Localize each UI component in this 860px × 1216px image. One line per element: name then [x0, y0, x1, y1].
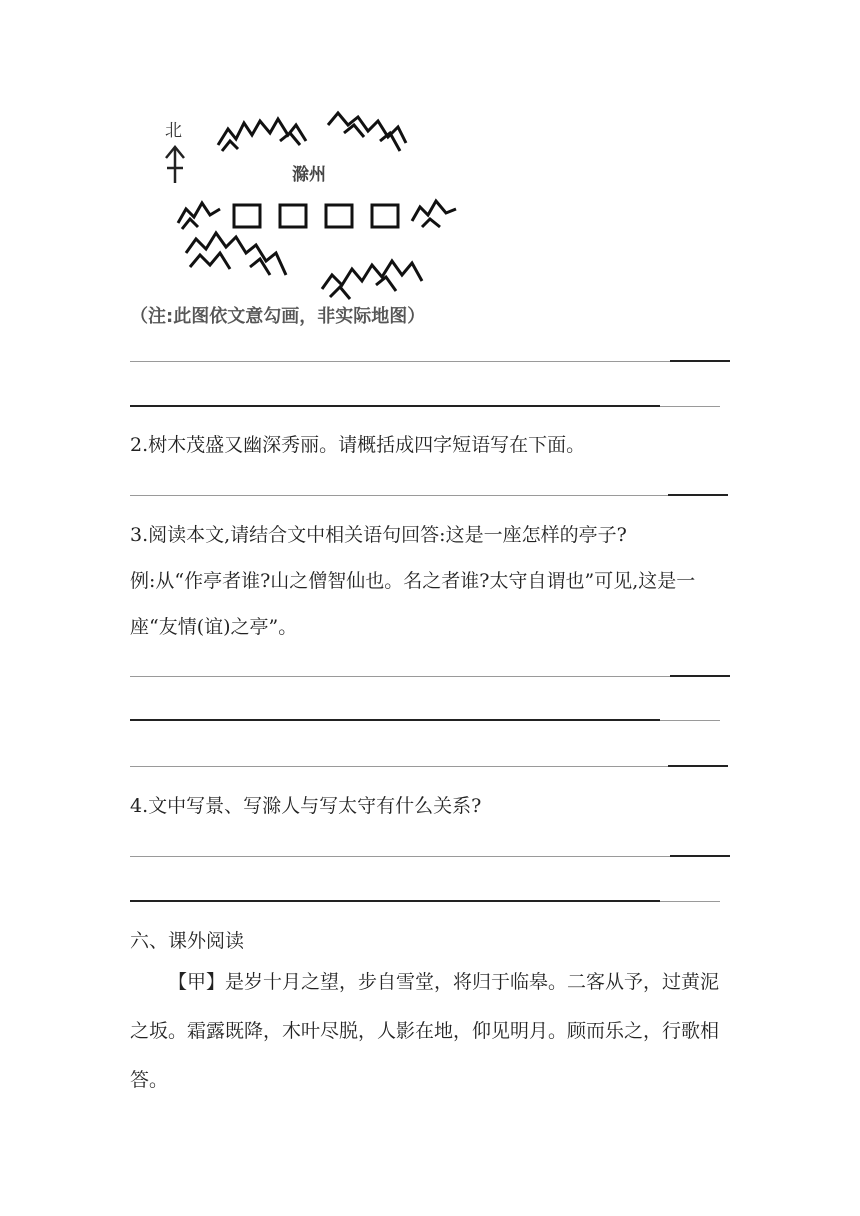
- answer-line[interactable]: [130, 360, 730, 362]
- mountain-range-icon: [328, 113, 406, 151]
- mountain-range-icon: [178, 203, 220, 229]
- map-note: （注:此图依文意勾画，非实际地图）: [130, 306, 426, 327]
- mountain-range-icon: [218, 119, 306, 151]
- pavilion-square-icon: [234, 205, 398, 227]
- answer-line[interactable]: [130, 719, 730, 721]
- passage-jia: 【甲】是岁十月之望，步自雪堂，将归于临皋。二客从予，过黄泥之坂。霜露既降，木叶尽脱，人影在地，仰见明月。顾而乐之，行歌相答。: [130, 971, 720, 1091]
- answer-line[interactable]: [130, 675, 730, 677]
- north-label: 北: [165, 121, 182, 141]
- mountain-range-icon: [412, 201, 456, 227]
- question-3-example: 例:从“作亭者谁?山之僧智仙也。名之者谁?太守自谓也”可见,这是一座“友情(谊)之亭”。: [130, 570, 696, 638]
- answer-line[interactable]: [130, 765, 730, 767]
- mountain-range-icon: [322, 261, 422, 299]
- mountain-range-icon: [186, 233, 286, 275]
- answer-line[interactable]: [130, 494, 730, 496]
- north-arrow-icon: [166, 147, 184, 183]
- answer-line[interactable]: [130, 405, 730, 407]
- answer-line[interactable]: [130, 855, 730, 857]
- section-title: 六、课外阅读: [130, 930, 245, 952]
- question-2: 2.树木茂盛又幽深秀丽。请概括成四字短语写在下面。: [130, 434, 586, 456]
- question-4: 4.文中写景、写滁人与写太守有什么关系?: [130, 795, 482, 817]
- answer-line[interactable]: [130, 900, 730, 902]
- question-3: 3.阅读本文,请结合文中相关语句回答:这是一座怎样的亭子?: [130, 524, 627, 546]
- city-label: 滁州: [292, 165, 326, 185]
